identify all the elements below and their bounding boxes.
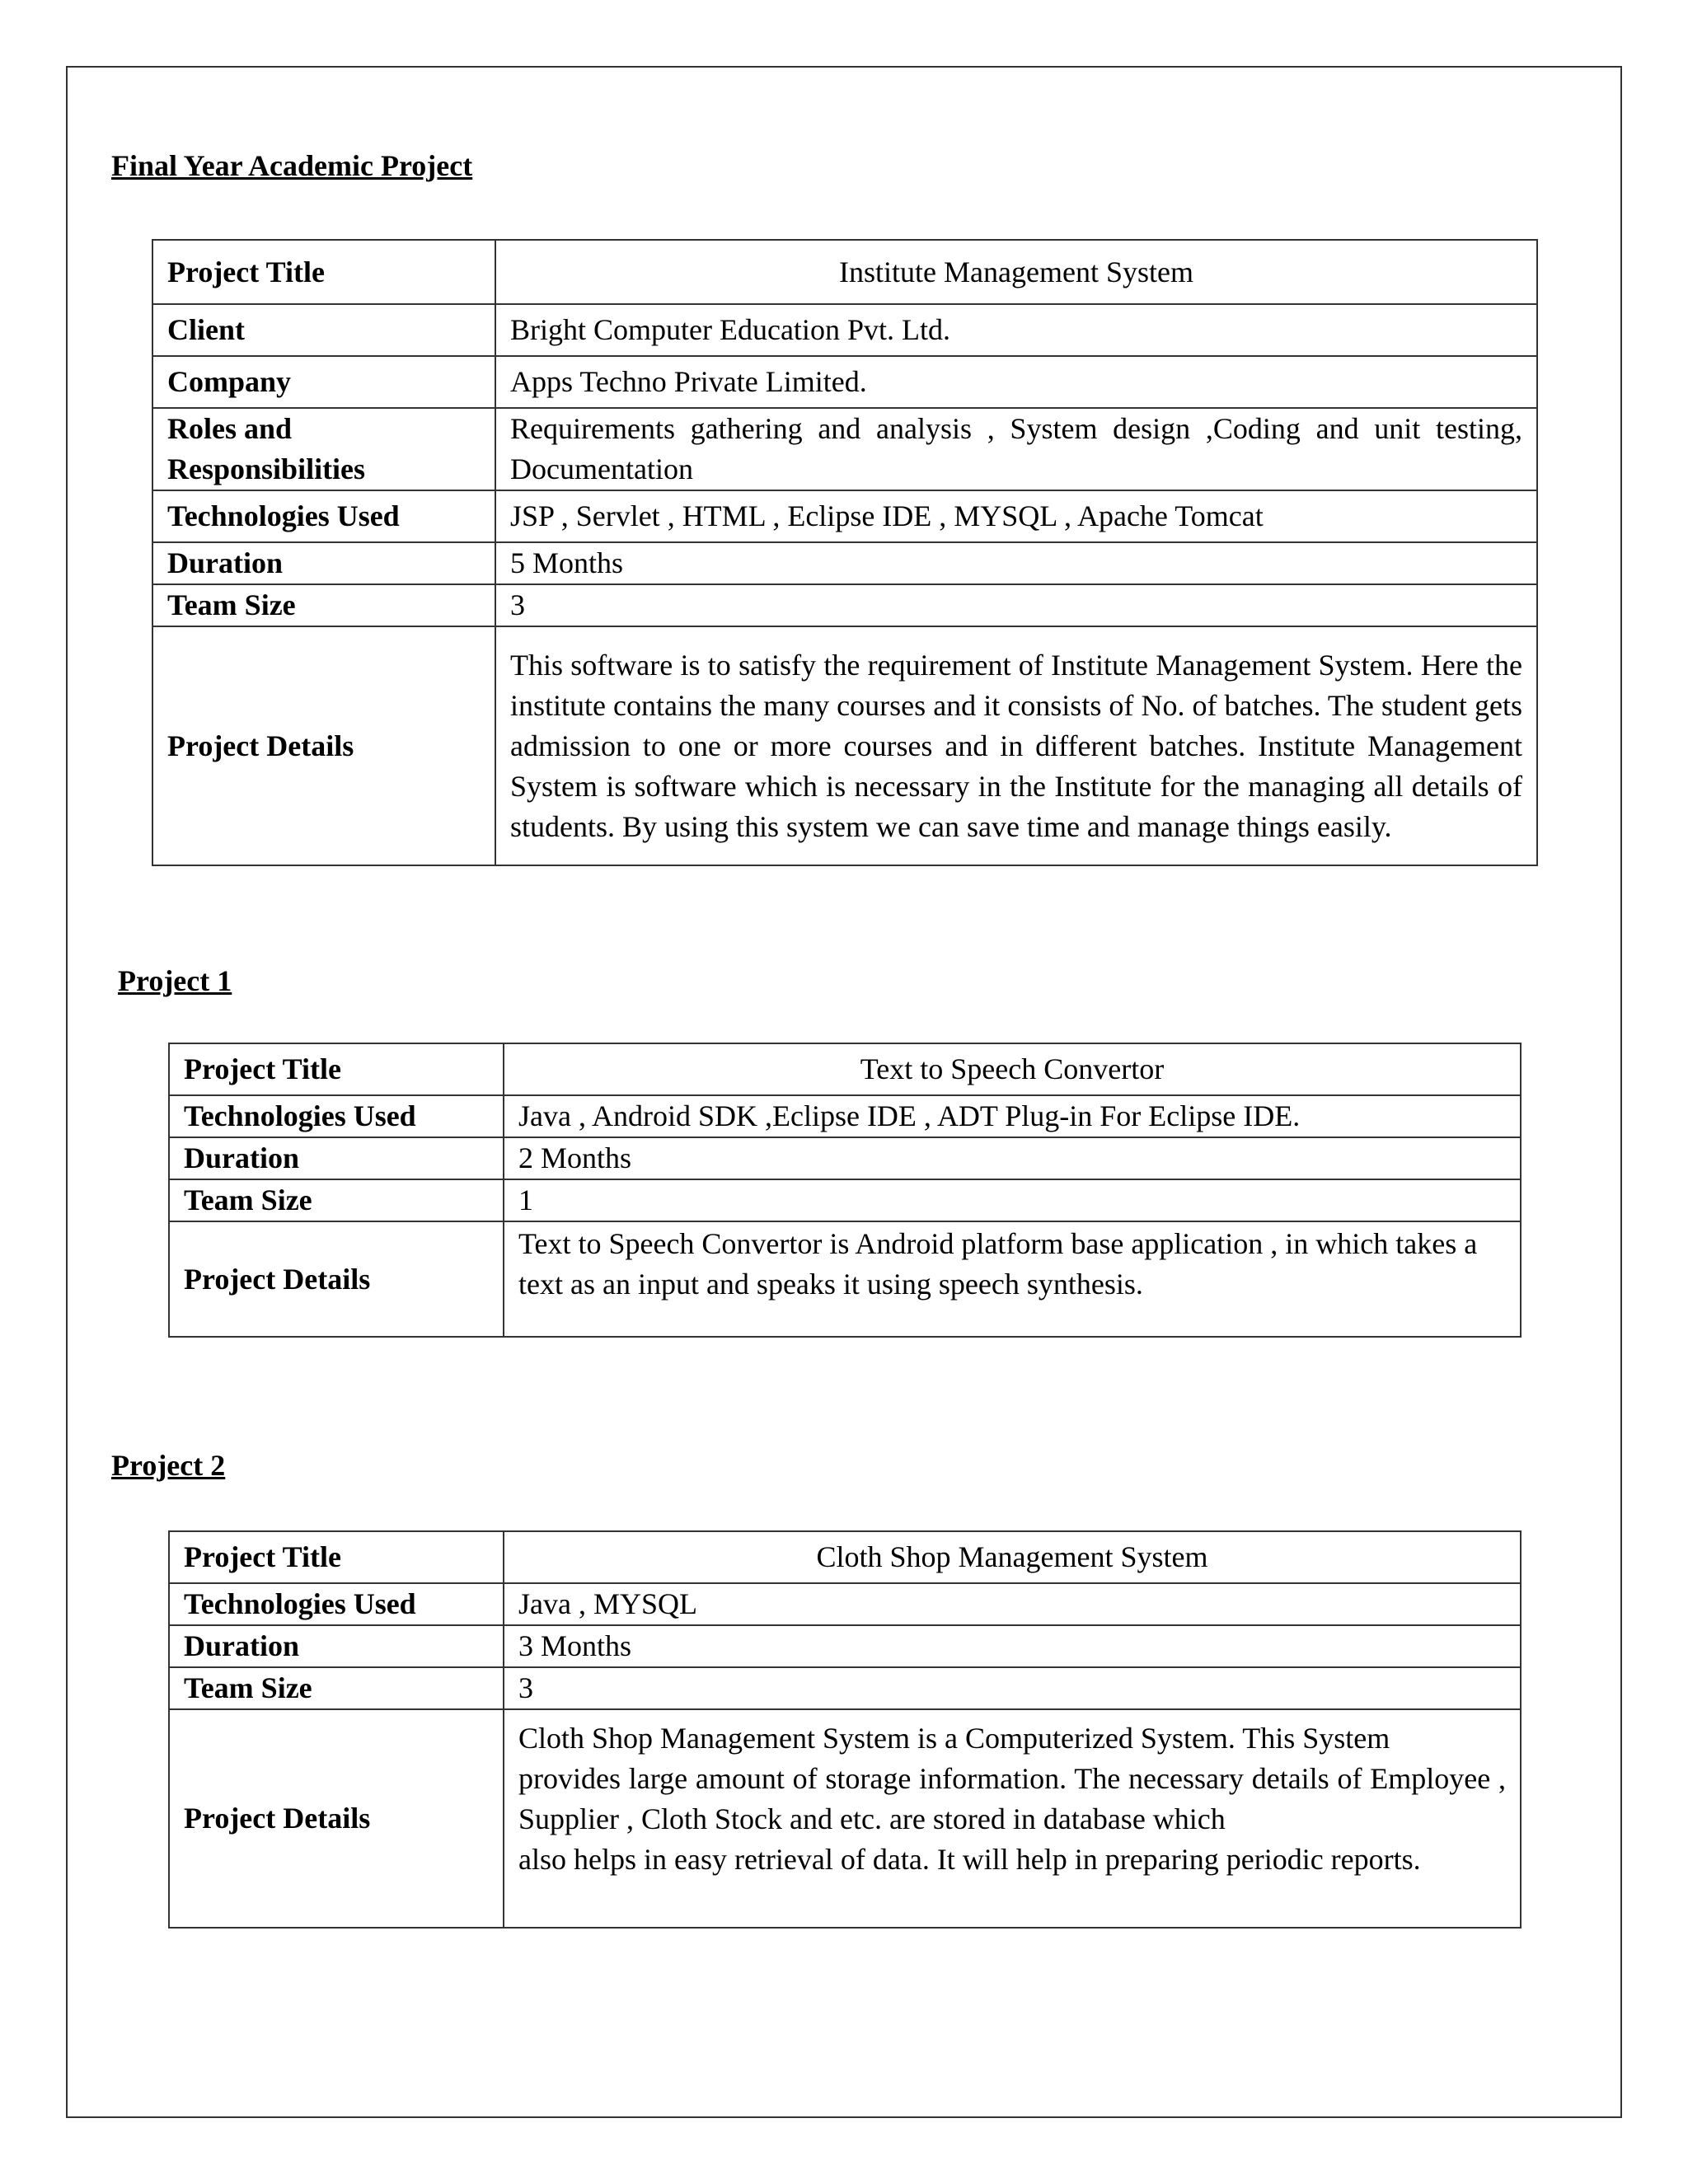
table-row bbox=[152, 584, 1537, 626]
row-label: Project Title bbox=[169, 1043, 504, 1095]
row-label: Duration bbox=[169, 1625, 504, 1667]
row-value: JSP , Servlet , HTML , Eclipse IDE , MYSQL , Apache Tomcat bbox=[495, 490, 1537, 542]
row-value: 5 Months bbox=[495, 542, 1537, 584]
table-row bbox=[152, 542, 1537, 584]
row-value: Java , Android SDK ,Eclipse IDE , ADT Plug-in For Eclipse IDE. bbox=[504, 1095, 1521, 1137]
project-2-table bbox=[168, 1530, 1522, 1929]
table-row bbox=[152, 304, 1537, 356]
row-value: Cloth Shop Management System is a Computerized System. This System provides large amount of storage information. The necessary details of Employee , Supplier , Cloth Stock and etc. are stored in database which also helps in easy retrieval of data. It will help in preparing periodic reports. bbox=[504, 1709, 1521, 1928]
row-value: 3 bbox=[504, 1667, 1521, 1709]
table-row bbox=[169, 1137, 1521, 1179]
row-value: 1 bbox=[504, 1179, 1521, 1221]
row-label: Team Size bbox=[169, 1179, 504, 1221]
table-row bbox=[169, 1221, 1521, 1337]
row-value: Cloth Shop Management System bbox=[504, 1531, 1521, 1583]
row-value: Text to Speech Convertor bbox=[504, 1043, 1521, 1095]
row-label: Technologies Used bbox=[169, 1583, 504, 1625]
table-row bbox=[169, 1531, 1521, 1583]
row-label: Technologies Used bbox=[169, 1095, 504, 1137]
row-label: Roles and Responsibilities bbox=[152, 408, 495, 490]
final-year-project-table bbox=[152, 239, 1538, 866]
row-value: Java , MYSQL bbox=[504, 1583, 1521, 1625]
row-label: Company bbox=[152, 356, 495, 408]
table-row bbox=[152, 408, 1537, 490]
row-label: Project Details bbox=[169, 1709, 504, 1928]
table-row bbox=[169, 1179, 1521, 1221]
table-row bbox=[169, 1625, 1521, 1667]
section-heading-project-2: Project 2 bbox=[111, 1449, 226, 1482]
row-label: Project Details bbox=[152, 626, 495, 865]
row-value: Requirements gathering and analysis , System design ,Coding and unit testing, Documentation bbox=[495, 408, 1537, 490]
row-label: Technologies Used bbox=[152, 490, 495, 542]
row-label: Team Size bbox=[152, 584, 495, 626]
row-value: Text to Speech Convertor is Android platform base application , in which takes a text as an input and speaks it using speech synthesis. bbox=[504, 1221, 1521, 1337]
row-label: Duration bbox=[152, 542, 495, 584]
row-label: Project Title bbox=[152, 240, 495, 304]
project-1-table bbox=[168, 1043, 1522, 1338]
table-row bbox=[152, 626, 1537, 865]
row-value: 3 bbox=[495, 584, 1537, 626]
row-value: 3 Months bbox=[504, 1625, 1521, 1667]
row-label: Client bbox=[152, 304, 495, 356]
table-row bbox=[169, 1667, 1521, 1709]
table-row bbox=[169, 1709, 1521, 1928]
section-heading-project-1: Project 1 bbox=[118, 964, 232, 997]
row-value: 2 Months bbox=[504, 1137, 1521, 1179]
section-heading-final-year: Final Year Academic Project bbox=[111, 149, 473, 182]
table-row bbox=[169, 1043, 1521, 1095]
row-label: Project Details bbox=[169, 1221, 504, 1337]
table-row bbox=[152, 490, 1537, 542]
table-row bbox=[152, 356, 1537, 408]
table-row bbox=[169, 1095, 1521, 1137]
row-label: Project Title bbox=[169, 1531, 504, 1583]
row-value: This software is to satisfy the requirement of Institute Management System. Here the institute contains the many courses and it consists of No. of batches. The student gets admission to one or more courses and in different batches. Institute Management System is software which is necessary in the Institute for the managing all details of students. By using this system we can save time and manage things easily. bbox=[495, 626, 1537, 865]
table-row bbox=[152, 240, 1537, 304]
row-label: Duration bbox=[169, 1137, 504, 1179]
table-row bbox=[169, 1583, 1521, 1625]
row-value: Apps Techno Private Limited. bbox=[495, 356, 1537, 408]
row-value: Bright Computer Education Pvt. Ltd. bbox=[495, 304, 1537, 356]
row-label: Team Size bbox=[169, 1667, 504, 1709]
row-value: Institute Management System bbox=[495, 240, 1537, 304]
